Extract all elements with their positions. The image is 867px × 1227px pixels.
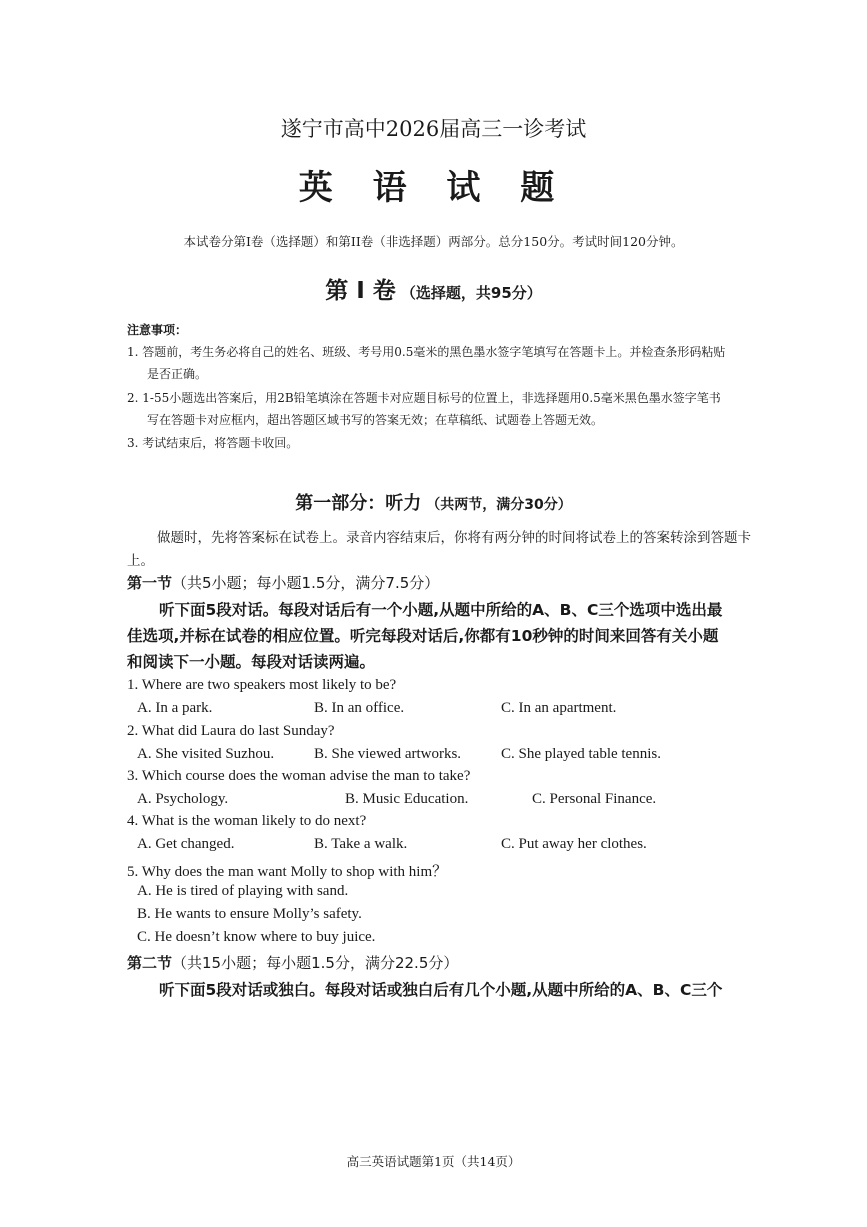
notes-label: 注意事项： (127, 323, 188, 337)
question-5-option-a: A. He is tired of playing with sand. (137, 883, 349, 899)
exam-intro: 本试卷分第Ⅰ卷（选择题）和第II卷（非选择题）两部分。总分150分。考试时间120分钟。 (183, 234, 684, 249)
note-2-line-2: 写在答题卡对应框内，超出答题区域书写的答案无效；在草稿纸、试题卷上答题无效。 (147, 413, 604, 427)
page-footer: 高三英语试题第1页（共14页） (346, 1154, 521, 1169)
section2-info: （共15小题；每小题1.5分，满分22.5分） (172, 954, 459, 972)
section2-instruction-line-1: 听下面5段对话或独白。每段对话或独白后有几个小题,从题中所给的A、B、C三个 (159, 981, 723, 999)
section2-heading (127, 952, 458, 973)
section1-info: （共5小题；每小题1.5分，满分7.5分） (172, 574, 440, 592)
question-1-option-c: C. In an apartment. (501, 700, 617, 716)
question-3-option-a: A. Psychology. (137, 791, 229, 807)
note-2-line-1: 2. 1-55小题选出答案后，用2B铅笔填涂在答题卡对应题目标号的位置上，非选择题用0.5毫米黑色墨水签字笔书 (127, 391, 721, 405)
question-4-option-b: B. Take a walk. (314, 836, 408, 852)
volume-subtitle: （选择题，共95分） (400, 284, 542, 302)
note-1-line-1: 1. 答题前，考生务必将自己的姓名、班级、考号用0.5毫米的黑色墨水签字笔填写在答题卡上。并检查条形码粘贴 (127, 345, 726, 359)
note-1-line-2: 是否正确。 (147, 367, 208, 381)
question-3-option-c: C. Personal Finance. (532, 791, 657, 807)
question-1-option-b: B. In an office. (314, 700, 405, 716)
volume-heading (0, 272, 867, 305)
exam-title: 遂宁市高中2026届高三一诊考试 (280, 117, 587, 141)
section1-heading (127, 572, 439, 593)
section1-instruction-line-1: 听下面5段对话。每段对话后有一个小题,从题中所给的A、B、C三个选项中选出最 (159, 601, 723, 619)
part1-heading (0, 489, 867, 515)
question-1-stem: 1. Where are two speakers most likely to be? (127, 677, 397, 693)
question-5-stem: 5. Why does the man want Molly to shop with him？ (127, 864, 448, 880)
section1-instruction-line-3: 和阅读下一小题。每段对话读两遍。 (127, 653, 376, 671)
question-2-stem: 2. What did Laura do last Sunday? (127, 723, 335, 739)
part1-subtitle: （共两节，满分30分） (426, 497, 572, 513)
question-3-stem: 3. Which course does the woman advise the man to take? (127, 768, 471, 784)
question-5-option-b: B. He wants to ensure Molly’s safety. (137, 906, 362, 922)
question-2-option-b: B. She viewed artworks. (314, 746, 462, 762)
section1-instruction-line-2: 佳选项,并标在试卷的相应位置。听完每段对话后,你都有10秒钟的时间来回答有关小题 (127, 627, 719, 645)
question-3-option-b: B. Music Education. (345, 791, 469, 807)
section1-label: 第一节 (127, 574, 173, 592)
part1-title: 第一部分：听力 (295, 493, 422, 514)
part1-instruction-line-2: 上。 (127, 553, 154, 569)
question-1-option-a: A. In a park. (137, 700, 213, 716)
volume-title: 第 Ⅰ 卷 (325, 278, 396, 304)
question-2-option-c: C. She played table tennis. (501, 746, 661, 762)
question-2-option-a: A. She visited Suzhou. (137, 746, 275, 762)
part1-instruction-line-1: 做题时，先将答案标在试卷上。录音内容结束后，你将有两分钟的时间将试卷上的答案转涂到答题卡 (157, 530, 751, 546)
question-4-stem: 4. What is the woman likely to do next? (127, 813, 367, 829)
question-4-option-c: C. Put away her clothes. (501, 836, 647, 852)
question-4-option-a: A. Get changed. (137, 836, 235, 852)
note-3: 3. 考试结束后，将答题卡收回。 (127, 436, 299, 450)
subject-title: 英 语 试 题 (298, 168, 569, 208)
question-5-option-c: C. He doesn’t know where to buy juice. (137, 929, 376, 945)
section2-label: 第二节 (127, 954, 173, 972)
